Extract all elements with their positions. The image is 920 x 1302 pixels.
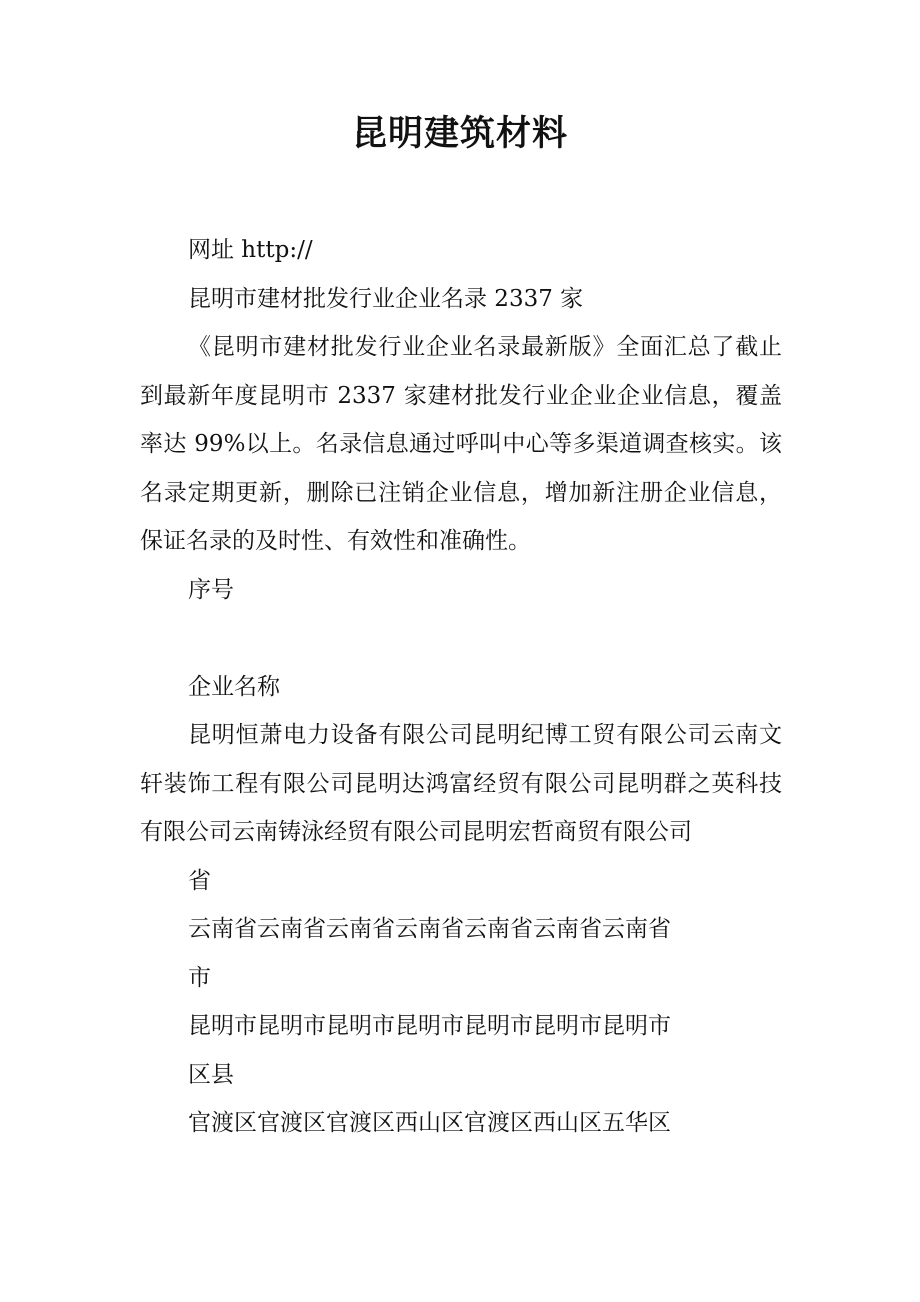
company-list: 昆明恒萧电力设备有限公司昆明纪博工贸有限公司云南文轩装饰工程有限公司昆明达鸿富经贸有限公司昆明群之英科技有限公司云南铸泳经贸有限公司昆明宏哲商贸有限公司 bbox=[140, 722, 782, 845]
directory-heading: 昆明市建材批发行业企业名录 2337 家 bbox=[188, 285, 584, 312]
seq-label: 序号 bbox=[188, 576, 234, 603]
website-line: 网址 http:// bbox=[188, 237, 313, 263]
province-label: 省 bbox=[188, 867, 211, 894]
district-label: 区县 bbox=[188, 1061, 234, 1088]
document-body bbox=[140, 226, 782, 1148]
intro-paragraph: 《昆明市建材批发行业企业名录最新版》全面汇总了截止到最新年度昆明市 2337 家建材批发行业企业企业信息，覆盖率达 99%以上。名录信息通过呼叫中心等多渠道调查核实。该名录定期更新，删除已注销企业信息，增加新注册企业信息，保证名录的及时性、有效性和准确性。 bbox=[140, 334, 782, 554]
document-title: 昆明建筑材料 bbox=[351, 114, 568, 154]
blank-line bbox=[140, 614, 782, 663]
company-label: 企业名称 bbox=[188, 673, 280, 700]
district-list: 官渡区官渡区官渡区西山区官渡区西山区五华区 bbox=[188, 1110, 671, 1136]
city-label: 市 bbox=[188, 964, 211, 991]
city-list: 昆明市昆明市昆明市昆明市昆明市昆明市昆明市 bbox=[188, 1013, 671, 1039]
province-list: 云南省云南省云南省云南省云南省云南省云南省 bbox=[188, 916, 671, 942]
